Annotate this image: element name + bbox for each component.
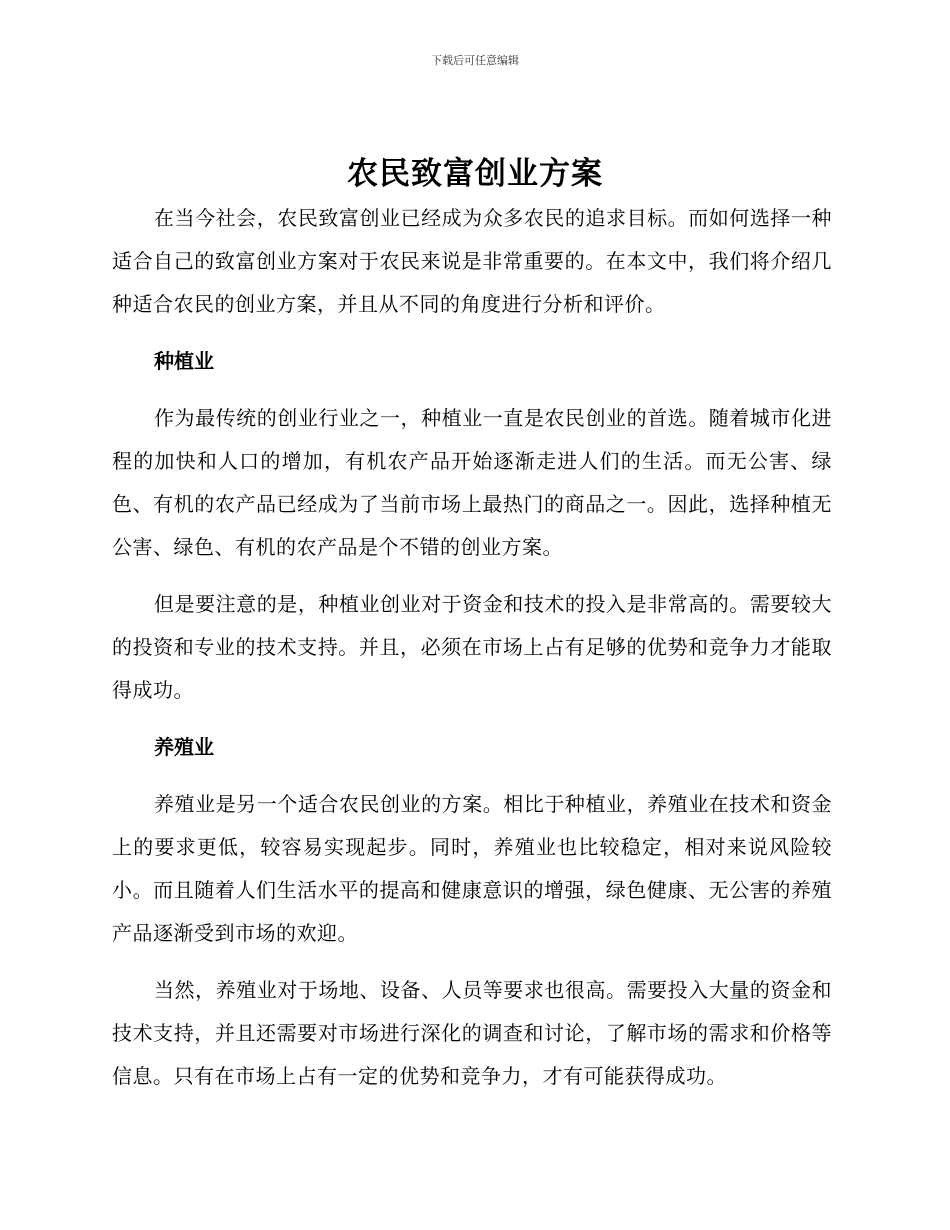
header-note: 下载后可任意编辑 [431, 54, 519, 67]
section-heading: 养殖业 [154, 735, 214, 759]
document-body [112, 197, 832, 1112]
section-paragraph: 作为最传统的创业行业之一，种植业一直是农民创业的首选。随着城市化进程的加快和人口的增加，有机农产品开始逐渐走进人们的生活。而无公害、绿色、有机的农产品已经成为了当前市场上最热门的商品之一。因此，选择种植无公害、绿色、有机的农产品是个不错的创业方案。 [112, 406, 832, 559]
section-heading: 种植业 [154, 349, 214, 373]
intro-paragraph: 在当今社会，农民致富创业已经成为众多农民的追求目标。而如何选择一种适合自己的致富创业方案对于农民来说是非常重要的。在本文中，我们将介绍几种适合农民的创业方案，并且从不同的角度进行分析和评价。 [112, 206, 832, 316]
section-paragraph: 养殖业是另一个适合农民创业的方案。相比于种植业，养殖业在技术和资金上的要求更低，较容易实现起步。同时，养殖业也比较稳定，相对来说风险较小。而且随着人们生活水平的提高和健康意识的增强，绿色健康、无公害的养殖产品逐渐受到市场的欢迎。 [112, 792, 832, 945]
section-paragraph: 但是要注意的是，种植业创业对于资金和技术的投入是非常高的。需要较大的投资和专业的技术支持。并且，必须在市场上占有足够的优势和竞争力才能取得成功。 [112, 592, 832, 702]
document-title: 农民致富创业方案 [347, 156, 603, 192]
section-paragraph: 当然，养殖业对于场地、设备、人员等要求也很高。需要投入大量的资金和技术支持，并且还需要对市场进行深化的调查和讨论，了解市场的需求和价格等信息。只有在市场上占有一定的优势和竞争力，才有可能获得成功。 [112, 978, 832, 1088]
section-planting [112, 340, 832, 712]
section-breeding [112, 726, 832, 1098]
